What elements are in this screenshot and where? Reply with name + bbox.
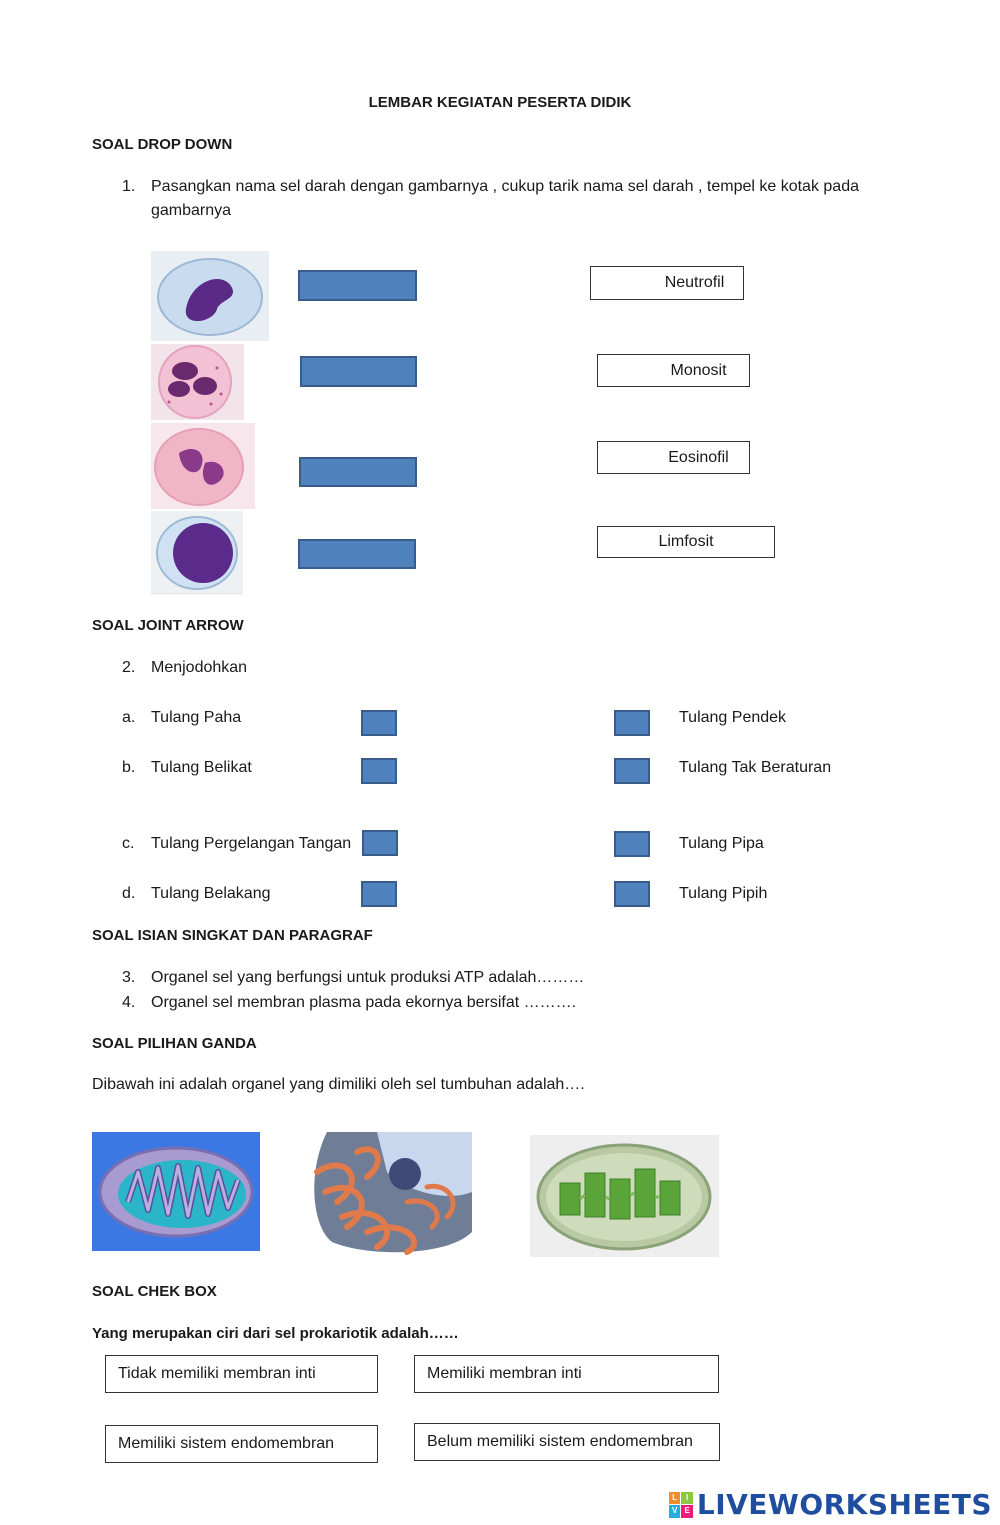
right-item-label: Tulang Pendek bbox=[679, 709, 787, 726]
choice-image-endoplasmic-reticulum[interactable] bbox=[307, 1132, 472, 1257]
checkbox-question: Yang merupakan ciri dari sel prokariotik adalah…… bbox=[92, 1325, 459, 1342]
checkbox-option-2[interactable]: Memiliki membran inti bbox=[414, 1355, 719, 1393]
connector-right-3[interactable] bbox=[614, 831, 650, 857]
connector-left-b[interactable] bbox=[361, 758, 397, 784]
brand-name: LIVEWORKSHEETS bbox=[696, 1488, 992, 1521]
section-heading-checkbox: SOAL CHEK BOX bbox=[92, 1283, 217, 1300]
drop-slot-4[interactable] bbox=[298, 539, 416, 569]
eosinophil-cell-image bbox=[151, 423, 255, 509]
multiple-choice-question: Dibawah ini adalah organel yang dimiliki oleh sel tumbuhan adalah…. bbox=[92, 1076, 585, 1093]
question-text: Menjodohkan bbox=[151, 659, 248, 676]
right-item-label: Tulang Pipa bbox=[679, 835, 764, 852]
section-heading-dropdown: SOAL DROP DOWN bbox=[92, 136, 233, 153]
connector-left-c[interactable] bbox=[362, 830, 398, 856]
connector-right-2[interactable] bbox=[614, 758, 650, 784]
choice-image-mitochondria[interactable] bbox=[92, 1132, 260, 1251]
checkbox-option-1[interactable]: Tidak memiliki membran inti bbox=[105, 1355, 378, 1393]
question-text: Pasangkan nama sel darah dengan gambarnya , cukup tarik nama sel darah , tempel ke kotak pada bbox=[151, 178, 859, 195]
monocyte-cell-image bbox=[151, 251, 269, 341]
question-number: 3. bbox=[122, 969, 136, 986]
liveworksheets-logo-icon: L I V E bbox=[669, 1492, 693, 1518]
drag-word-limfosit[interactable]: Limfosit bbox=[597, 526, 775, 558]
question-number: 1. bbox=[122, 178, 136, 195]
fill-in-question: Organel sel yang berfungsi untuk produksi ATP adalah……… bbox=[151, 969, 585, 986]
item-letter: c. bbox=[122, 835, 135, 852]
item-letter: b. bbox=[122, 759, 136, 776]
left-item-label: Tulang Belikat bbox=[151, 759, 252, 776]
question-text-continued: gambarnya bbox=[151, 202, 232, 219]
drop-slot-3[interactable] bbox=[299, 457, 417, 487]
section-heading-pilihan-ganda: SOAL PILIHAN GANDA bbox=[92, 1035, 257, 1052]
question-number: 2. bbox=[122, 659, 136, 676]
drag-word-monosit[interactable]: Monosit bbox=[597, 354, 750, 387]
right-item-label: Tulang Tak Beraturan bbox=[679, 759, 832, 776]
connector-right-1[interactable] bbox=[614, 710, 650, 736]
section-heading-joint-arrow: SOAL JOINT ARROW bbox=[92, 617, 244, 634]
connector-left-d[interactable] bbox=[361, 881, 397, 907]
checkbox-option-4[interactable]: Belum memiliki sistem endomembran bbox=[414, 1423, 720, 1461]
fill-in-question: Organel sel membran plasma pada ekornya bersifat ………. bbox=[151, 994, 577, 1011]
drag-word-eosinofil[interactable]: Eosinofil bbox=[597, 441, 750, 474]
right-item-label: Tulang Pipih bbox=[679, 885, 768, 902]
lymphocyte-cell-image bbox=[151, 511, 243, 595]
item-letter: a. bbox=[122, 709, 136, 726]
choice-image-chloroplast[interactable] bbox=[530, 1135, 719, 1257]
drop-slot-1[interactable] bbox=[298, 270, 417, 301]
connector-right-4[interactable] bbox=[614, 881, 650, 907]
left-item-label: Tulang Paha bbox=[151, 709, 242, 726]
connector-left-a[interactable] bbox=[361, 710, 397, 736]
neutrophil-cell-image bbox=[151, 344, 244, 420]
left-item-label: Tulang Belakang bbox=[151, 885, 271, 902]
section-heading-isian: SOAL ISIAN SINGKAT DAN PARAGRAF bbox=[92, 927, 373, 944]
drop-slot-2[interactable] bbox=[300, 356, 417, 387]
drag-word-neutrofil[interactable]: Neutrofil bbox=[590, 266, 744, 300]
checkbox-option-3[interactable]: Memiliki sistem endomembran bbox=[105, 1425, 378, 1463]
item-letter: d. bbox=[122, 885, 136, 902]
liveworksheets-brand bbox=[669, 1488, 992, 1521]
left-item-label: Tulang Pergelangan Tangan bbox=[151, 835, 352, 852]
question-number: 4. bbox=[122, 994, 136, 1011]
page-title: LEMBAR KEGIATAN PESERTA DIDIK bbox=[368, 94, 632, 111]
